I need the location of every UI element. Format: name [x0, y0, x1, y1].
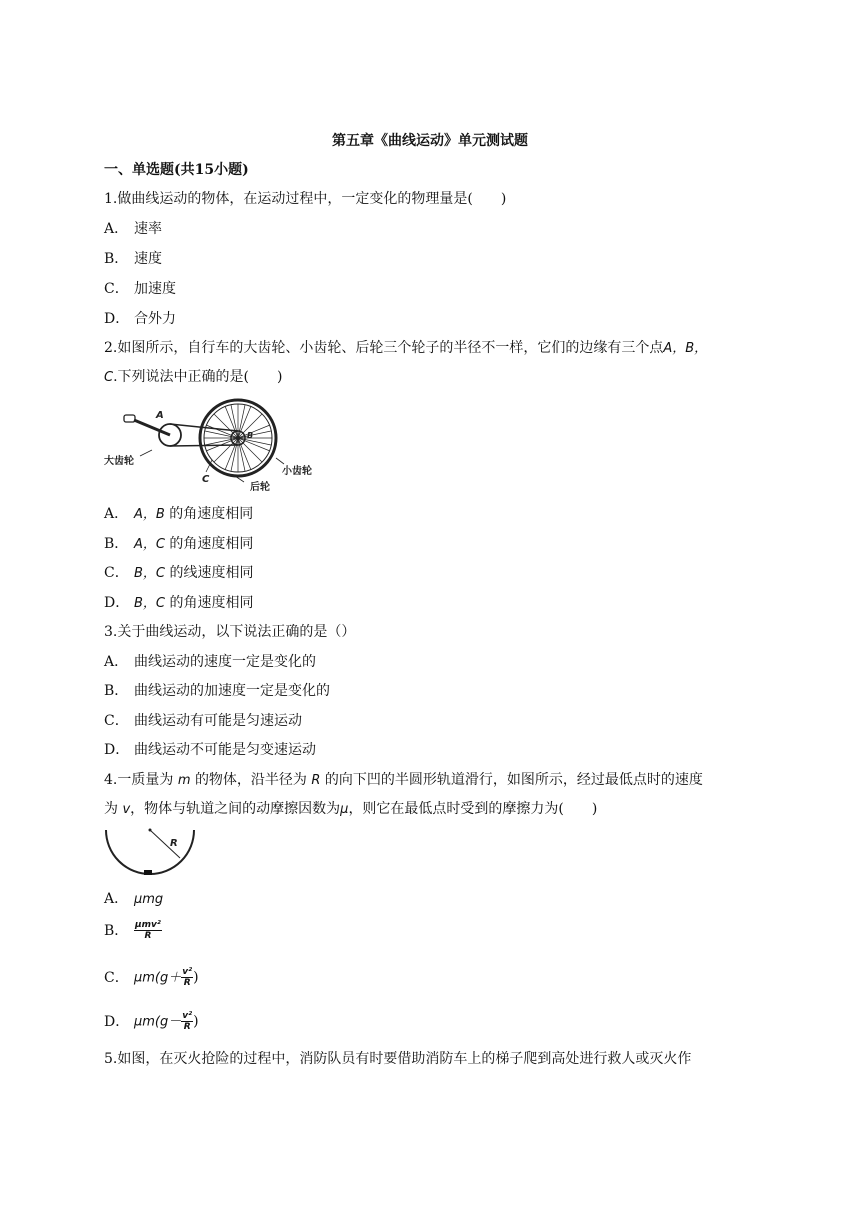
option-variables: A，B: [134, 507, 165, 522]
option-letter: A．: [104, 891, 129, 907]
option-formula: μmg: [134, 892, 164, 907]
question-3-option-d: [104, 740, 316, 760]
closing-paren: ): [193, 969, 199, 986]
option-letter: B．: [104, 251, 129, 267]
fraction: [181, 1011, 193, 1032]
document-title: 第五章《曲线运动》单元测试题: [332, 133, 528, 149]
option-letter: B．: [104, 683, 129, 699]
stem-variables: A，B，: [663, 341, 708, 356]
question-4-stem-line-1: [104, 770, 703, 791]
section-heading: 一、单选题(共15小题): [104, 162, 249, 178]
small-gear-label: 小齿轮: [282, 466, 312, 477]
numerator: v²: [182, 967, 193, 977]
option-letter: B．: [104, 536, 129, 552]
question-2-option-d: [104, 593, 253, 614]
bicycle-gear-figure: [104, 398, 326, 492]
option-letter: A．: [104, 221, 129, 237]
track-arc: [106, 830, 194, 874]
option-letter: C．: [104, 713, 129, 729]
question-3-option-a: [104, 652, 316, 672]
closing-paren: ): [193, 1013, 199, 1030]
stem-text: 4.一质量为: [104, 772, 174, 788]
stem-text: 为: [104, 801, 118, 817]
option-letter: C．: [104, 969, 129, 986]
option-variables: B，C: [134, 596, 165, 611]
option-text: 速度: [134, 251, 162, 267]
rear-wheel-label: 后轮: [250, 482, 270, 492]
option-text: 曲线运动有可能是匀速运动: [134, 713, 302, 729]
big-gear-label: 大齿轮: [104, 456, 134, 467]
question-4-stem-line-2: [104, 799, 597, 820]
option-letter: B．: [104, 922, 129, 939]
question-1-option-d: [104, 309, 176, 329]
option-letter: A．: [104, 506, 129, 522]
stem-text: 2.如图所示，自行车的大齿轮、小齿轮、后轮三个轮子的半径不一样，它们的边缘有三个点: [104, 340, 664, 356]
chain-bottom: [170, 445, 238, 446]
question-4-option-b: [104, 920, 162, 941]
variable-m: m: [177, 773, 191, 788]
question-2-stem-line-2: [104, 367, 282, 388]
option-text: 的角速度相同: [165, 595, 254, 611]
option-text: 的线速度相同: [165, 565, 254, 581]
stem-text: .下列说法中正确的是( ): [113, 369, 283, 385]
question-1-stem: 1.做曲线运动的物体，在运动过程中，一定变化的物理量是( ): [104, 191, 507, 207]
stem-text: ，物体与轨道之间的动摩擦因数为: [130, 801, 341, 817]
variable-v: v: [122, 802, 131, 817]
variable-mu: μ: [340, 802, 349, 817]
radius-label: R: [170, 838, 178, 849]
question-2-stem-line-1: [104, 338, 707, 359]
stem-text: ，则它在最低点时受到的摩擦力为( ): [348, 801, 598, 817]
denominator: R: [183, 978, 191, 988]
stem-text: 的向下凹的半圆形轨道滑行，如图所示，经过最低点时的速度: [324, 772, 703, 788]
point-c-label: C: [202, 474, 210, 485]
point-b-label: B: [247, 431, 254, 440]
option-letter: D．: [104, 742, 130, 758]
numerator: v²: [182, 1011, 193, 1021]
option-letter: C．: [104, 565, 129, 581]
option-text: 的角速度相同: [164, 506, 254, 522]
option-variables: A，C: [134, 537, 165, 552]
question-1-option-b: [104, 249, 162, 269]
option-text: 速率: [134, 221, 162, 237]
question-3-stem: 3.关于曲线运动，以下说法正确的是（）: [104, 624, 356, 640]
option-variables: B，C: [134, 566, 165, 581]
question-4-option-d: [104, 1011, 199, 1033]
denominator: R: [183, 1022, 191, 1032]
option-text: 加速度: [134, 281, 176, 297]
crank-arm: [134, 420, 170, 435]
option-letter: D．: [104, 1013, 130, 1030]
stem-variable-c: C: [104, 370, 114, 385]
fraction: [181, 967, 193, 988]
option-text: 曲线运动的速度一定是变化的: [134, 654, 316, 670]
question-1-option-a: [104, 219, 162, 239]
option-text: 的角速度相同: [164, 536, 254, 552]
question-2-option-b: [104, 534, 253, 555]
question-4-option-a: [104, 889, 163, 910]
question-3-option-c: [104, 711, 302, 731]
semicircular-track-figure: [104, 826, 198, 880]
variable-r: R: [311, 773, 321, 788]
question-5-stem: 5.如图，在灭火抢险的过程中，消防队员有时要借助消防车上的梯子爬到高处进行救人或灭火作: [104, 1051, 692, 1067]
block: [144, 870, 152, 875]
denominator: R: [144, 931, 152, 941]
question-4-option-c: [104, 967, 199, 989]
numerator: μmv²: [135, 920, 161, 930]
point-a-label: A: [156, 410, 164, 421]
option-letter: D．: [104, 311, 130, 327]
question-3-option-b: [104, 681, 330, 701]
stem-text: 的物体，沿半径为: [194, 772, 307, 788]
question-2-option-a: [104, 504, 253, 525]
option-formula: μm(g＋: [134, 970, 182, 986]
option-letter: A．: [104, 654, 129, 670]
pedal: [124, 415, 135, 422]
question-2-option-c: [104, 563, 253, 584]
option-letter: D．: [104, 595, 130, 611]
option-letter: C．: [104, 281, 129, 297]
option-text: 合外力: [134, 311, 176, 327]
option-text: 曲线运动的加速度一定是变化的: [134, 683, 330, 699]
question-1-option-c: [104, 279, 176, 299]
option-formula: μm(g－: [134, 1014, 182, 1030]
fraction: [134, 920, 162, 941]
option-text: 曲线运动不可能是匀变速运动: [134, 742, 316, 758]
